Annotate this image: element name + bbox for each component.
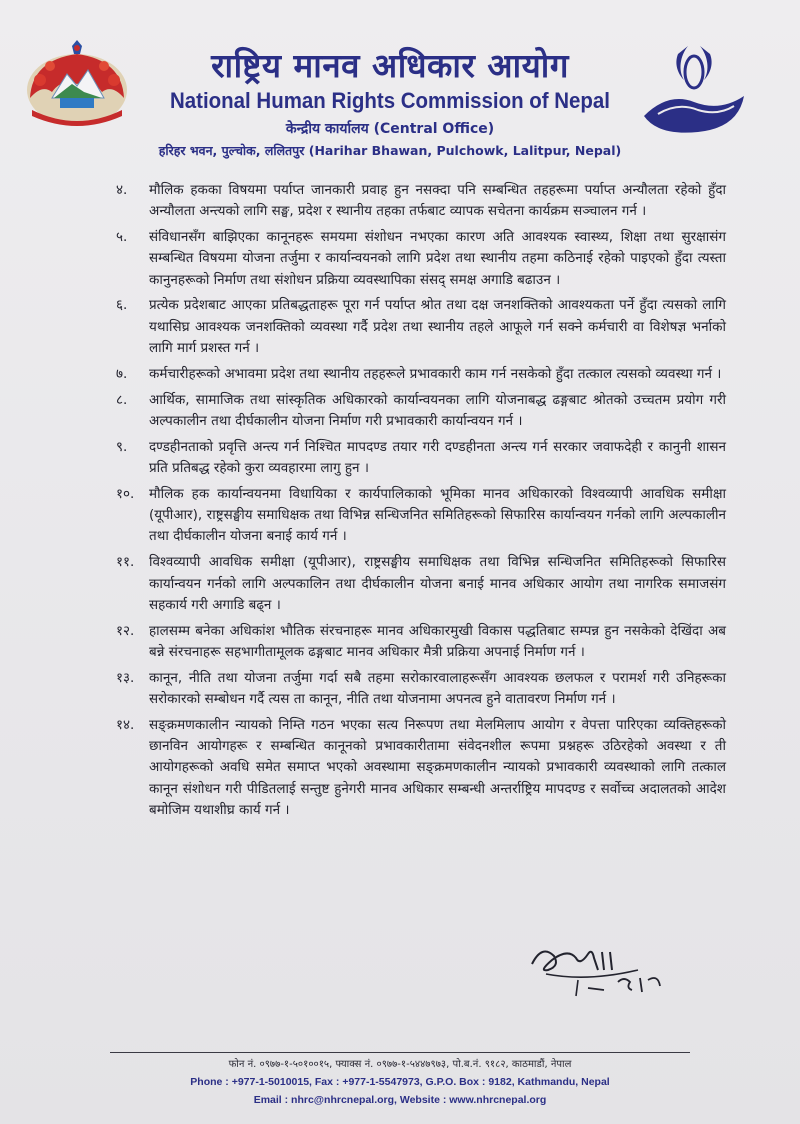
- item-number: ९.: [116, 438, 128, 455]
- list-item: [116, 668, 726, 711]
- address-line: हरिहर भवन, पुल्चोक, ललितपुर (Harihar Bhawan, Pulchowk, Lalitpur, Nepal): [158, 143, 622, 158]
- item-text: हालसम्म बनेका अधिकांश भौतिक संरचनाहरू मानव अधिकारमुखी विकास पद्धतिबाट सम्पन्न हुन नसकेको देखिंदा अब बन्ने संरचनाहरू सहभागीतामूलक ढङ्गबाट मानव अधिकार मैत्री प्रक्रिया अपनाई निर्माण गर्न ।: [149, 622, 726, 660]
- item-text: आर्थिक, सामाजिक तथा सांस्कृतिक अधिकारको कार्यान्वयनका लागि योजनाबद्ध ढङ्गबाट श्रोतको उच्चतम प्रयोग गरी अल्पकालीन तथा दीर्घकालीन योजना निर्माण गरी प्रभावकारी कार्यान्वयन गर्न ।: [149, 391, 726, 429]
- list-item: [116, 295, 726, 359]
- item-number: १२.: [116, 622, 135, 639]
- item-text: मौलिक हकका विषयमा पर्याप्त जानकारी प्रवाह हुन नसक्दा पनि सम्बन्धित तहहरूमा पर्याप्त अन्यौलता रहेको हुँदा अन्यौलता अन्त्यको लागि सङ्घ, प्रदेश र स्थानीय तहका तर्फबाट व्यापक सचेतना कार्यक्रम सञ्चालन गर्न ।: [149, 182, 726, 220]
- footer-contact-web: Email : nhrc@nhrcnepal.org, Website : www.nhrcnepal.org: [253, 1094, 547, 1106]
- item-text: मौलिक हक कार्यान्वयनमा विधायिका र कार्यपालिकाको भूमिका मानव अधिकारको विश्वव्यापी आवधिक समीक्षा (यूपीआर), राष्ट्रसङ्घीय समाधिक्षक तथा विभिन्न सन्धिजनित समितिहरूको सिफारिस कार्यान्वयन गर्नको लागि अल्पकालीन तथा दीर्घकालीन योजना बनाई कार्य गर्न ।: [149, 485, 726, 545]
- footer-contact-nepali: फोन नं. ०९७७-१-५०१००१५, फ्याक्स नं. ०९७७-१-५४४७९७३, पो.ब.नं. ९१८२, काठमाडौं, नेपाल: [228, 1059, 572, 1070]
- item-number: ६.: [116, 297, 128, 314]
- list-item: [116, 621, 726, 664]
- item-number: १४.: [116, 716, 135, 733]
- office-label: केन्द्रीय कार्यालय (Central Office): [285, 121, 495, 137]
- item-number: ५.: [116, 229, 128, 246]
- list-item: [116, 227, 726, 291]
- item-text: कानून, नीति तथा योजना तर्जुमा गर्दा सबै तहमा सरोकारवालाहरूसँग आवश्यक छलफल र परामर्श गरी उनिहरूका सरोकारको सम्बोधन गर्दै त्यस ता कानून, नीति तथा योजनामा अपनत्व हुने वातावरण निर्माण गर्न ।: [149, 669, 726, 708]
- footer-contact-phone: Phone : +977-1-5010015, Fax : +977-1-5547973, G.P.O. Box : 9182, Kathmandu, Nepal: [190, 1076, 610, 1088]
- item-number: ८.: [116, 391, 128, 408]
- list-item: [116, 715, 726, 821]
- title-english: National Human Rights Commission of Nepal: [170, 88, 610, 113]
- nhrc-logo-icon: [638, 36, 750, 146]
- footer-divider: [110, 1052, 690, 1053]
- item-number: ११.: [116, 554, 135, 571]
- item-text: विश्वव्यापी आवधिक समीक्षा (यूपीआर), राष्ट्रसङ्घीय समाधिक्षक तथा विभिन्न सन्धिजनित समितिहरूको सिफारिस कार्यान्वयन गर्नको लागि अल्पकालिन तथा दीर्घकालीन योजना बनाई मानव अधिकार आयोग तथा नागरिक समाजसंग सहकार्य गरी अगाडि बढ्न ।: [149, 554, 726, 613]
- item-number: ४.: [116, 182, 128, 198]
- nepal-emblem-icon: [22, 40, 132, 132]
- item-text: प्रत्येक प्रदेशबाट आएका प्रतिबद्धताहरू पूरा गर्न पर्याप्त श्रोत तथा दक्ष जनशक्तिको आवश्यकता पर्ने हुँदा त्यसको लागि यथासिघ्र आवश्यक जनशक्तिको व्यवस्था गर्दै प्रदेश तथा स्थानीय तहले आफूले गर्न सक्ने कर्मचारी वा विशेषज्ञ भर्नाको लागि मार्ग प्रशस्त गर्न ।: [149, 297, 726, 357]
- item-text: दण्डहीनताको प्रवृत्ति अन्त्य गर्न निश्चित मापदण्ड तयार गरी दण्डहीनता अन्त्य गर्न सरकार जवाफदेही र कानुनी शासन प्रति प्रतिबद्ध रहेको कुरा व्यवहारमा लागु हुन ।: [149, 438, 726, 477]
- list-item: [116, 364, 726, 385]
- list-item: [116, 390, 726, 433]
- item-number: ७.: [116, 365, 128, 382]
- list-item: [116, 552, 726, 616]
- list-item: [116, 484, 726, 548]
- item-text: सङ्क्रमणकालीन न्यायको निम्ति गठन भएका सत्य निरूपण तथा मेलमिलाप आयोग र वेपत्ता पारिएका व्यक्तिहरूको छानविन आयोगहरू र सम्बन्धित कानूनको प्रभावकारीतामा संवेदनशील रूपमा प्रश्नहरू उठिरहेको अवस्था र ती आयोगहरूको अवधि समेत समाप्त भएको अवस्थामा सङ्क्रमणकालीन न्यायको प्रभावकारी व्यवस्थाको लागि तत्काल कानून संशोधन गरी पीडितलाई सन्तुष्ट हुनेगरी मानव अधिकार सम्बन्धी अन्तर्राष्ट्रिय मापदण्ड र सर्वोच्च अदालतको आदेश बमोजिम यथाशीघ्र कार्य गर्न ।: [149, 716, 726, 819]
- item-text: कर्मचारीहरूको अभावमा प्रदेश तथा स्थानीय तहहरूले प्रभावकारी काम गर्न नसकेको हुँदा तत्काल त्यसको व्यवस्था गर्न ।: [149, 365, 722, 382]
- recommendation-list: [116, 180, 726, 826]
- list-item: [116, 180, 726, 223]
- item-number: १०.: [116, 485, 135, 502]
- title-nepali: राष्ट्रिय मानव अधिकार आयोग: [211, 46, 569, 85]
- list-item: [116, 437, 726, 480]
- handwritten-signature-icon: [518, 930, 678, 1002]
- item-text: संविधानसँग बाझिएका कानूनहरू समयमा संशोधन नभएका कारण अति आवश्यक स्वास्थ्य, शिक्षा तथा सुरक्षासंग सम्बन्धित विषयमा योजना तर्जुमा र कार्यान्वयनको लागि प्रदेश तथा स्थानीय तहमा कठिनाई रहेको पाइएको हुँदा त्यस्ता कानुनहरूको निर्माण तथा संशोधन प्रक्रिया व्यवस्थापिका संसद् समक्ष अगाडि बढाउन ।: [149, 229, 726, 288]
- item-number: १३.: [116, 669, 135, 686]
